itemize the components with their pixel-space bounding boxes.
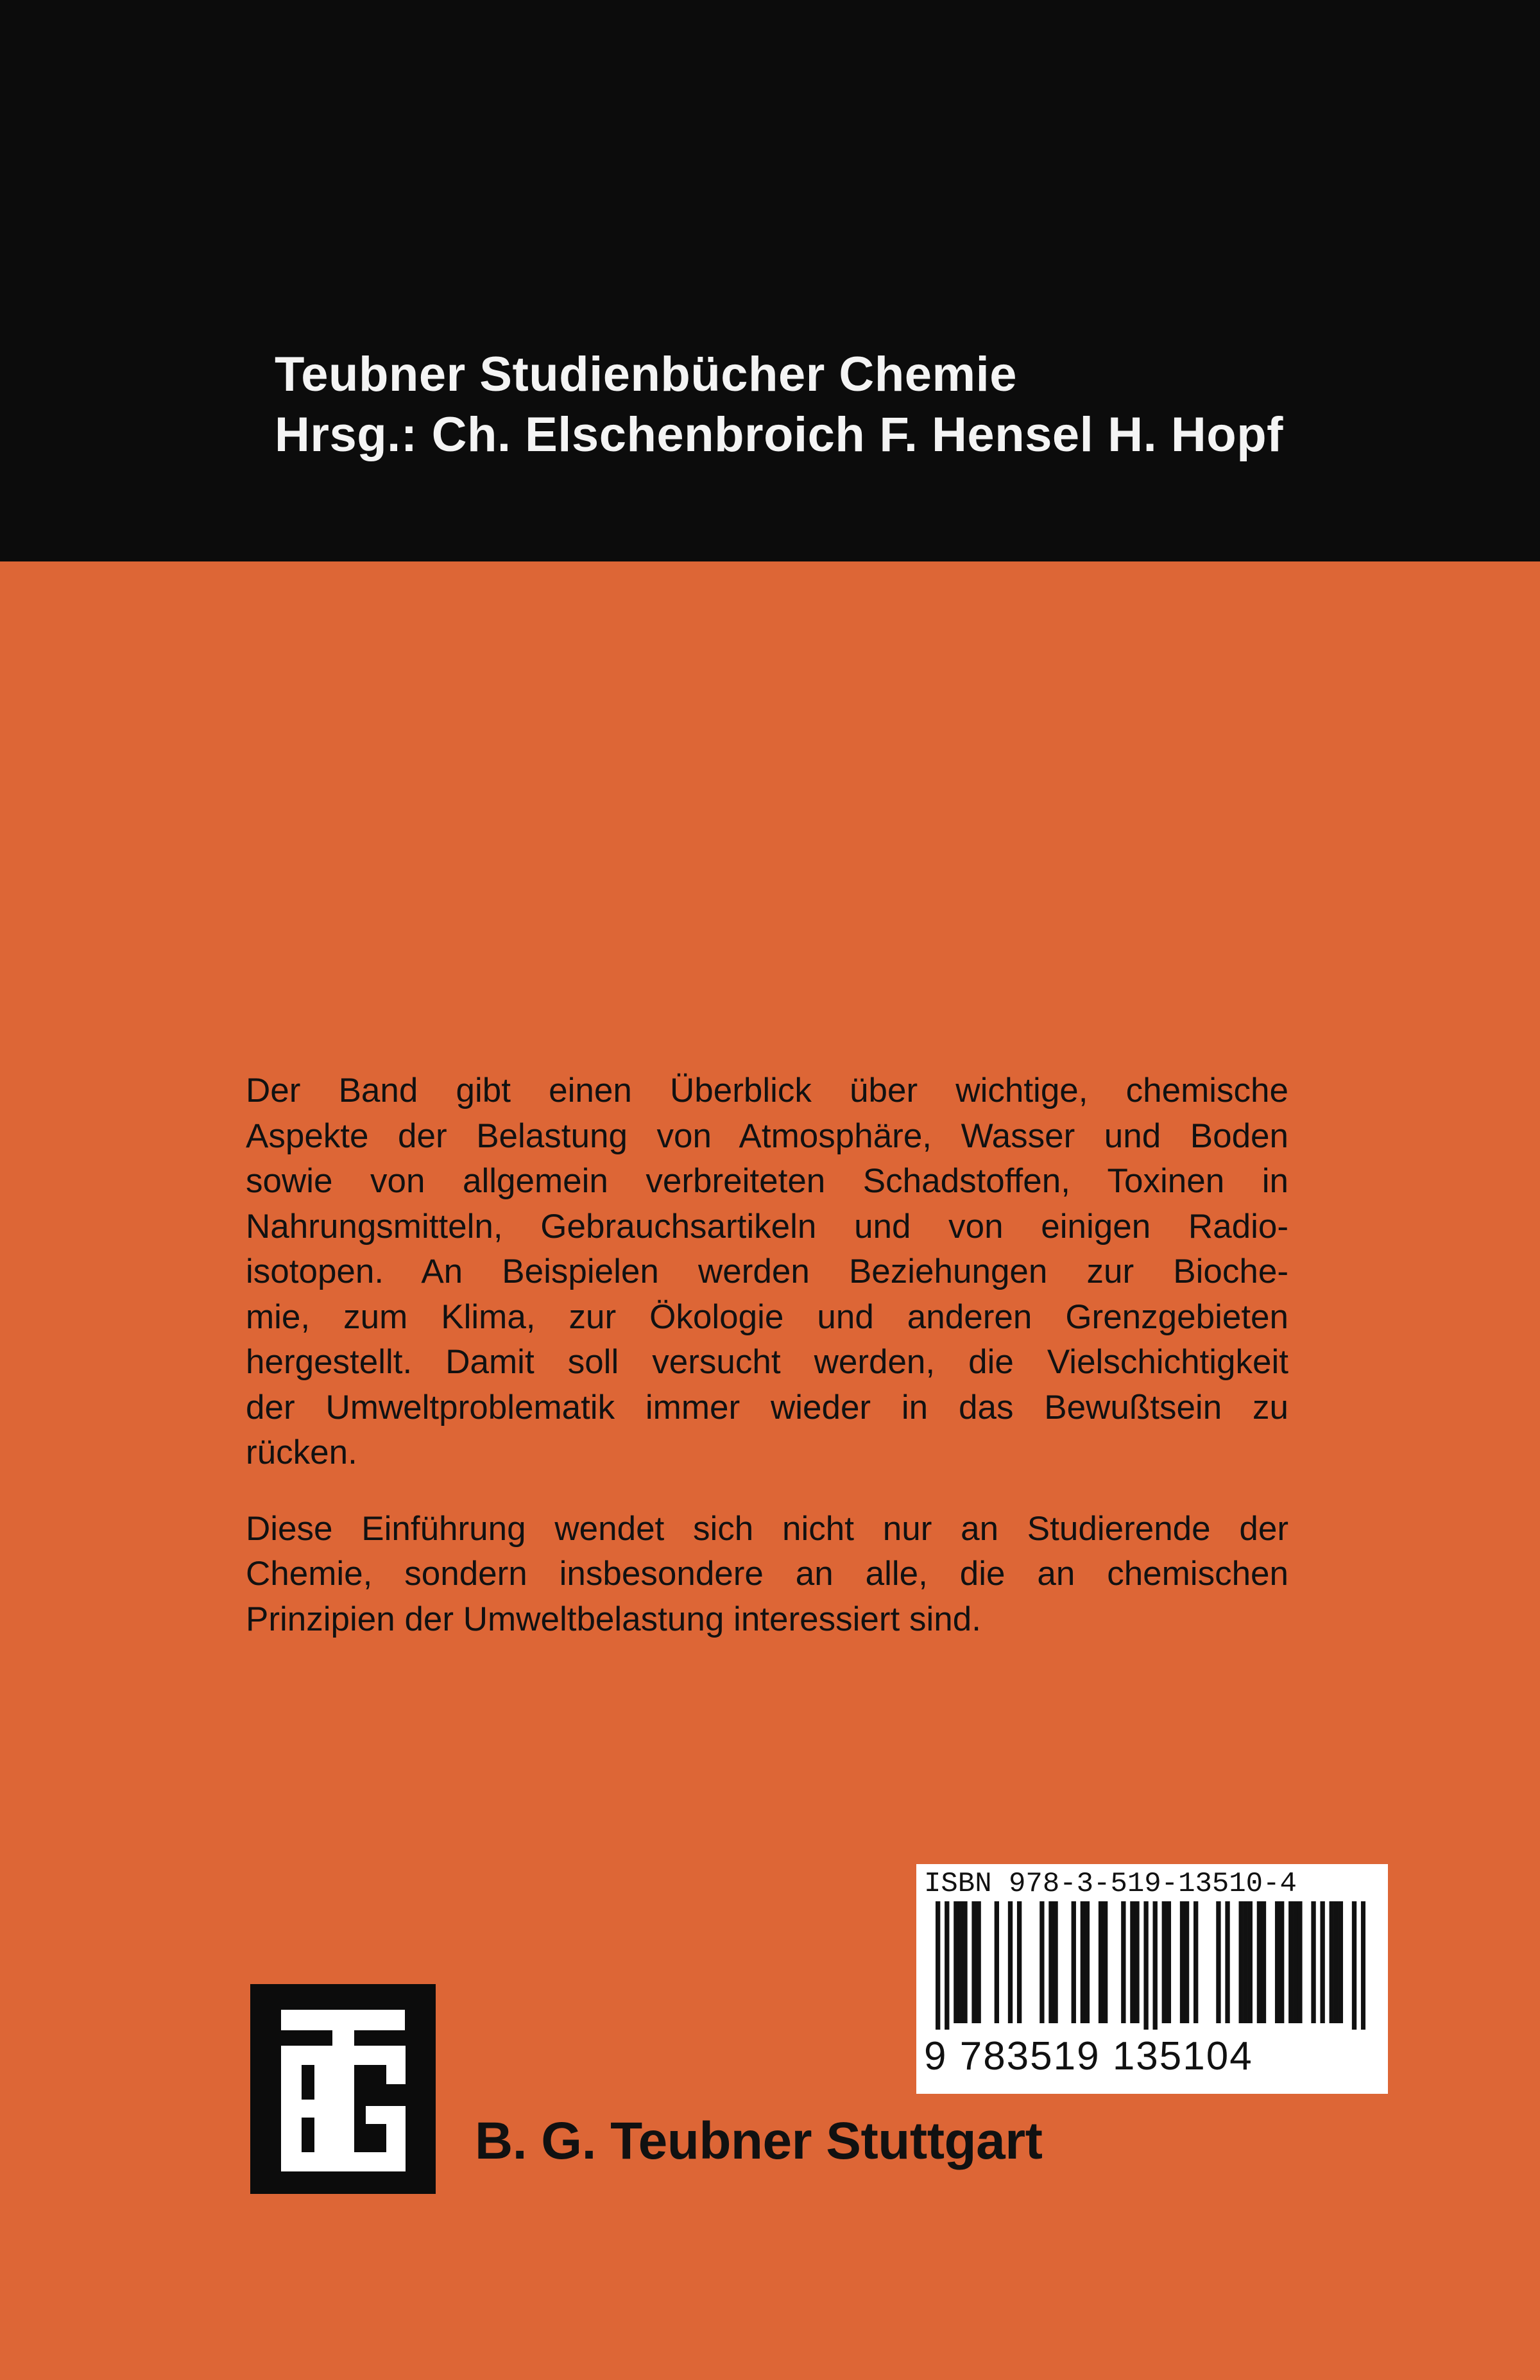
barcode-bar: [1244, 1901, 1248, 2023]
barcode-bar: [1099, 1901, 1103, 2023]
barcode-bar: [1330, 1901, 1334, 2023]
description-paragraph-2: [246, 1507, 1288, 1643]
barcode-bar: [1134, 1901, 1139, 2023]
barcode-bar: [1053, 1901, 1057, 2023]
barcode-bar: [1185, 1901, 1189, 2023]
text-line: mie, zum Klima, zur Ökologie und anderen Grenzgebieten: [246, 1297, 1288, 1336]
series-editors: [275, 407, 1297, 463]
isbn-barcode: [916, 1864, 1388, 2094]
text-line: rücken.: [246, 1434, 357, 1471]
barcode-bar: [976, 1901, 980, 2023]
barcode-bar: [1262, 1901, 1266, 2023]
barcode-bar: [958, 1901, 963, 2023]
series-title: Teubner Studienbücher Chemie: [275, 347, 1017, 402]
barcode-bar: [1085, 1901, 1090, 2023]
ean-digits: 9 783519 135104: [924, 2034, 1253, 2078]
series-header-band: [0, 0, 1540, 561]
editor-name: H. Hopf: [1108, 407, 1283, 462]
barcode-bar: [1352, 1901, 1356, 2030]
barcode-bar: [1121, 1901, 1125, 2023]
barcode-bar: [1017, 1901, 1022, 2023]
barcode-bar: [945, 1901, 949, 2030]
barcode-bar: [1279, 1901, 1284, 2023]
publisher-logo: [250, 1984, 436, 2194]
barcode-bar: [1103, 1901, 1108, 2023]
barcode-bar: [1143, 1901, 1148, 2030]
editor-name: Ch. Elschenbroich: [431, 407, 866, 462]
barcode-bar: [1216, 1901, 1220, 2023]
barcode-bar: [1225, 1901, 1229, 2023]
description-paragraph-1: [246, 1068, 1288, 1476]
text-line: Chemie, sondern insbesondere an alle, die an chemischen: [246, 1555, 1288, 1593]
text-line: Prinzipien der Umweltbelastung interessiert sind.: [246, 1600, 981, 1638]
barcode-bar: [1320, 1901, 1324, 2023]
text-line: der Umweltproblematik immer wieder in das Bewußtsein zu: [246, 1388, 1288, 1426]
barcode-bar: [936, 1901, 940, 2030]
text-line: Nahrungsmitteln, Gebrauchsartikeln und von einigen Radio-: [246, 1207, 1288, 1246]
barcode-bar: [1081, 1901, 1085, 2023]
publisher-name: B. G. Teubner Stuttgart: [475, 2112, 1043, 2170]
text-line: isotopen. An Beispielen werden Beziehungen zur Bioche-: [246, 1253, 1288, 1290]
barcode-bar: [1297, 1901, 1302, 2023]
barcode-bar: [971, 1901, 976, 2023]
barcode-bar: [1048, 1901, 1053, 2023]
barcode-bar: [1239, 1901, 1244, 2023]
bgt-logo-icon: [250, 1984, 436, 2194]
barcode-bar: [963, 1901, 967, 2023]
barcode-bar: [1180, 1901, 1185, 2023]
barcode-bar: [1257, 1901, 1262, 2023]
text-line: Aspekte der Belastung von Atmosphäre, Wasser und Boden: [246, 1117, 1288, 1155]
editors-label: Hrsg.:: [275, 407, 418, 462]
barcode-bar: [995, 1901, 999, 2023]
barcode-bar: [1194, 1901, 1198, 2023]
book-description: [246, 1068, 1288, 1642]
barcode-bar: [1248, 1901, 1253, 2023]
barcode-bar: [954, 1901, 958, 2023]
barcode-bar: [1311, 1901, 1315, 2023]
barcode-bar: [1167, 1901, 1171, 2023]
isbn-label: ISBN 978-3-519-13510-4: [924, 1868, 1297, 1900]
text-line: sowie von allgemein verbreiteten Schadstoffen, Toxinen in: [246, 1162, 1288, 1200]
text-line: hergestellt. Damit soll versucht werden, die Vielschichtigkeit: [246, 1343, 1288, 1381]
barcode-bar: [1288, 1901, 1293, 2023]
barcode-bars: [936, 1901, 1365, 2030]
barcode-bar: [1275, 1901, 1279, 2023]
text-line: Diese Einführung wendet sich nicht nur an Studierende der: [246, 1509, 1288, 1548]
editor-name: F. Hensel: [879, 407, 1094, 462]
barcode-bar: [1130, 1901, 1134, 2023]
barcode-bar: [1072, 1901, 1076, 2023]
barcode-bar: [1008, 1901, 1013, 2023]
barcode-bar: [1293, 1901, 1297, 2023]
barcode-bar: [1334, 1901, 1339, 2023]
barcode-bar: [1162, 1901, 1167, 2023]
barcode-bar: [1153, 1901, 1158, 2030]
text-line: Der Band gibt einen Überblick über wichtige, chemische: [246, 1072, 1288, 1109]
barcode-bar: [1361, 1901, 1365, 2030]
barcode-bar: [1339, 1901, 1343, 2023]
barcode-bar: [1040, 1901, 1044, 2023]
